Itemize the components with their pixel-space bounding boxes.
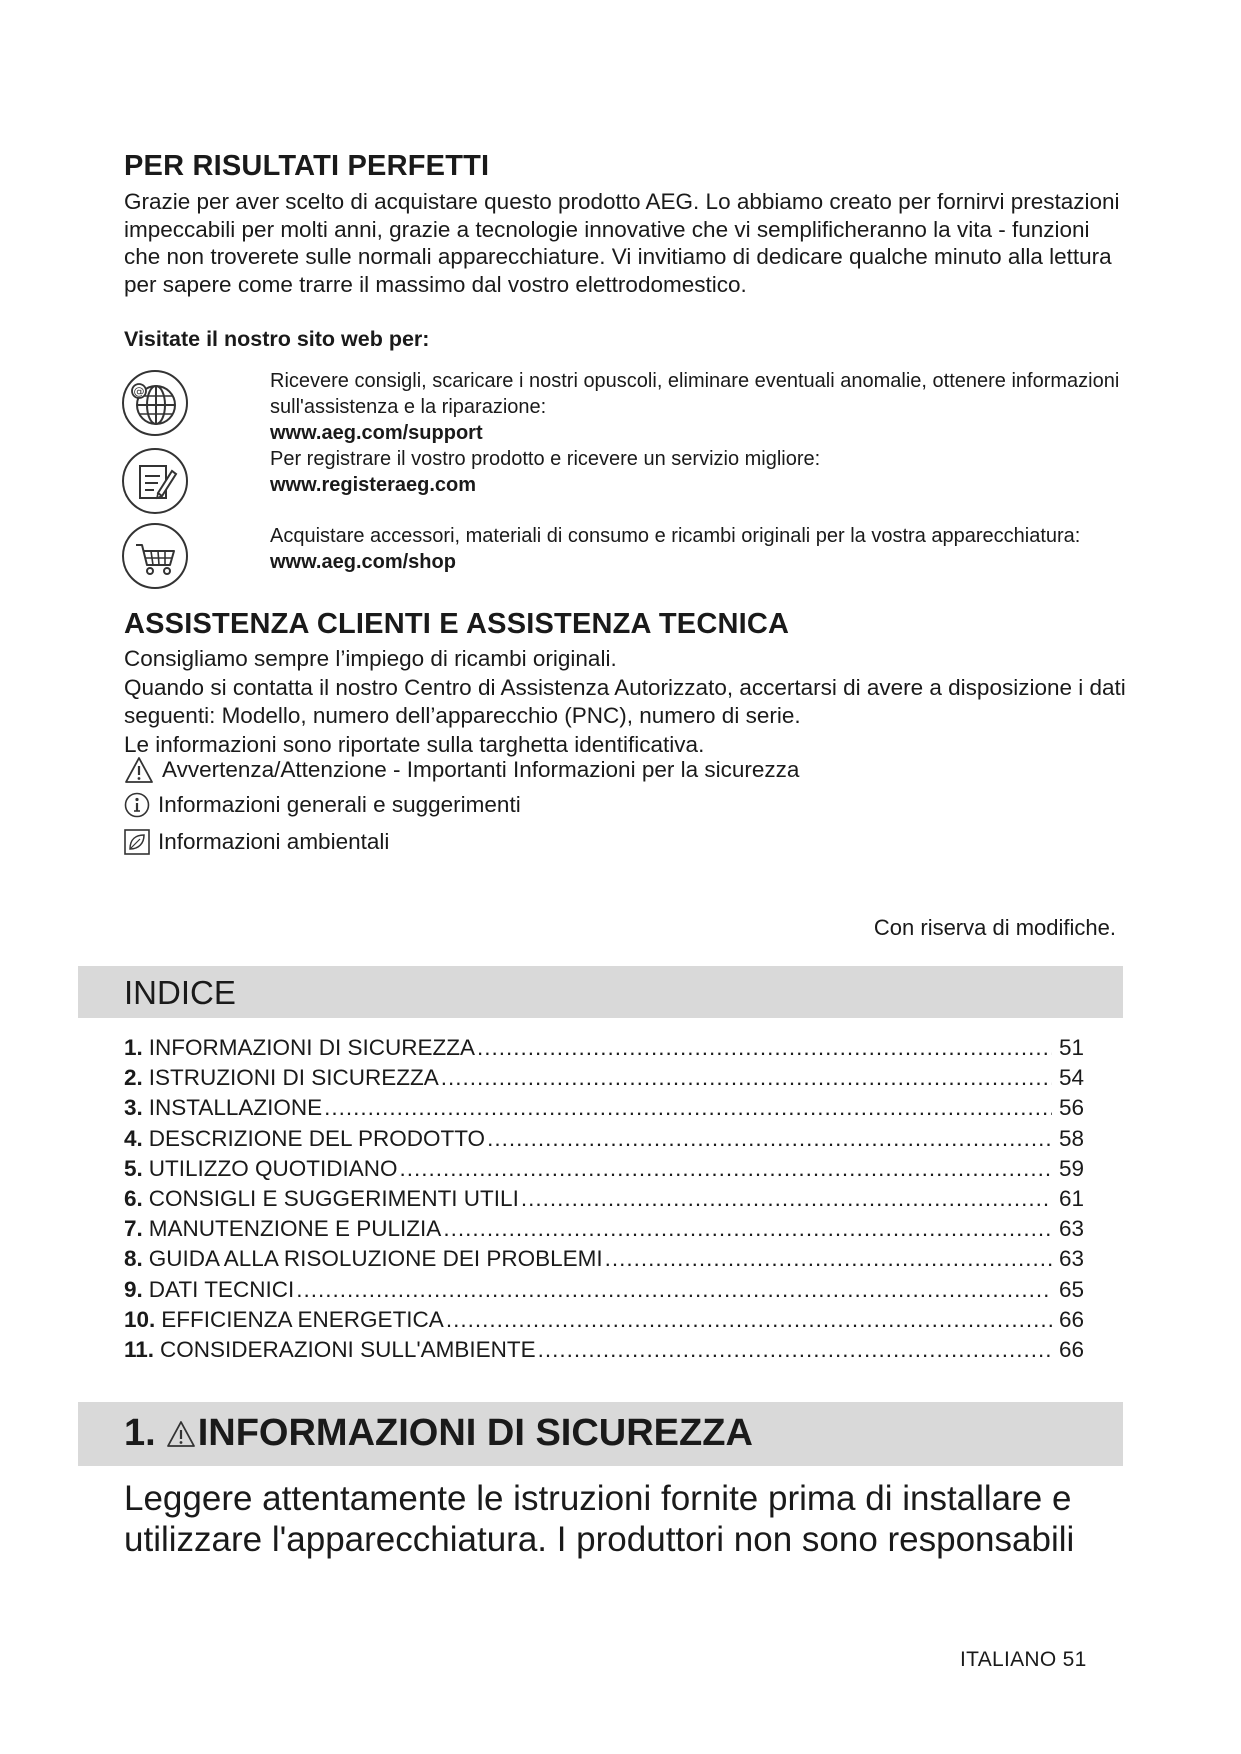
toc-item-2[interactable]: 2. ISTRUZIONI DI SICUREZZA ..... 54 xyxy=(124,1065,1084,1095)
safety-section-label: INFORMAZIONI DI SICUREZZA xyxy=(197,1412,753,1454)
environment-icon xyxy=(124,829,150,855)
legend-environment-text: Informazioni ambientali xyxy=(158,829,390,854)
toc-item-3[interactable]: 3. INSTALLAZIONE ..... 56 xyxy=(124,1095,1084,1125)
safety-section-number: 1. xyxy=(124,1412,156,1454)
legend-warning xyxy=(124,756,799,784)
page-title: PER RISULTATI PERFETTI xyxy=(124,150,490,182)
table-of-contents xyxy=(124,1035,1084,1367)
safety-section-title xyxy=(124,1412,753,1455)
toc-item-1[interactable]: 1. INFORMAZIONI DI SICUREZZA ..... 51 xyxy=(124,1035,1084,1065)
assistance-text xyxy=(124,645,1134,759)
assistance-title: ASSISTENZA CLIENTI E ASSISTENZA TECNICA xyxy=(124,608,790,640)
reserve-note: Con riserva di modifiche. xyxy=(873,915,1116,940)
legend-info xyxy=(124,792,521,818)
intro-paragraph: Grazie per aver scelto di acquistare questo prodotto AEG. Lo abbiamo creato per fornirvi prestazioni impeccabili per molti anni, grazie a tecnologie innovative che vi semplificheranno la vita - funzioni che non troverete sulle normali apparecchiature. Vi invitiamo di dedicare qualche minuto alla lettura per sapere come trarre il massimo dal vostro elettrodomestico. xyxy=(124,189,1120,297)
toc-item-10[interactable]: 10. EFFICIENZA ENERGETICA ..... 66 xyxy=(124,1307,1084,1337)
cart-icon xyxy=(120,521,190,591)
warning-icon xyxy=(166,1420,196,1448)
globe-icon xyxy=(120,368,190,438)
toc-item-8[interactable]: 8. GUIDA ALLA RISOLUZIONE DEI PROBLEMI ..... 63 xyxy=(124,1246,1084,1276)
index-title: INDICE xyxy=(124,974,236,1011)
toc-item-6[interactable]: 6. CONSIGLI E SUGGERIMENTI UTILI ..... 61 xyxy=(124,1186,1084,1216)
assistance-p1: Consigliamo sempre l’impiego di ricambi originali. xyxy=(124,646,617,671)
web-link-register-text: Per registrare il vostro prodotto e ricevere un servizio migliore: xyxy=(270,448,821,470)
toc-item-5[interactable]: 5. UTILIZZO QUOTIDIANO ..... 59 xyxy=(124,1156,1084,1186)
shop-link[interactable]: www.aeg.com/shop xyxy=(270,551,456,573)
svg-text:@: @ xyxy=(133,385,145,398)
safety-lead-paragraph: Leggere attentamente le istruzioni fornite prima di installare e utilizzare l'apparecchiatura. I produttori non sono responsabili xyxy=(124,1479,1075,1559)
toc-item-4[interactable]: 4. DESCRIZIONE DEL PRODOTTO ..... 58 xyxy=(124,1126,1084,1156)
legend-warning-text: Avvertenza/Attenzione - Importanti Informazioni per la sicurezza xyxy=(162,757,800,782)
register-link[interactable]: www.registeraeg.com xyxy=(270,474,476,496)
toc-item-11[interactable]: 11. CONSIDERAZIONI SULL'AMBIENTE ..... 66 xyxy=(124,1337,1084,1367)
legend-environment xyxy=(124,829,389,855)
web-link-shop-text: Acquistare accessori, materiali di consumo e ricambi originali per la vostra apparecchiatura: xyxy=(270,525,1081,547)
assistance-p3: Le informazioni sono riportate sulla targhetta identificativa. xyxy=(124,731,705,757)
index-header-band xyxy=(78,966,1123,1018)
info-icon xyxy=(124,792,150,818)
register-icon xyxy=(120,446,190,516)
toc-item-9[interactable]: 9. DATI TECNICI ..... 65 xyxy=(124,1277,1084,1307)
warning-icon xyxy=(124,756,154,784)
support-link[interactable]: www.aeg.com/support xyxy=(270,422,483,444)
legend-info-text: Informazioni generali e suggerimenti xyxy=(158,792,521,817)
page-footer: ITALIANO 51 xyxy=(960,1648,1087,1671)
safety-header-band xyxy=(78,1402,1123,1466)
visit-website-label: Visitate il nostro sito web per: xyxy=(124,327,430,351)
toc-item-7[interactable]: 7. MANUTENZIONE E PULIZIA ..... 63 xyxy=(124,1216,1084,1246)
web-link-support-text: Ricevere consigli, scaricare i nostri opuscoli, eliminare eventuali anomalie, ottenere informazioni sull'assistenza e la riparazione: xyxy=(270,370,1120,418)
assistance-p2: Quando si contatta il nostro Centro di Assistenza Autorizzato, accertarsi di avere a disposizione i dati seguenti: Modello, numero dell’apparecchio (PNC), numero di serie. xyxy=(124,674,1126,728)
